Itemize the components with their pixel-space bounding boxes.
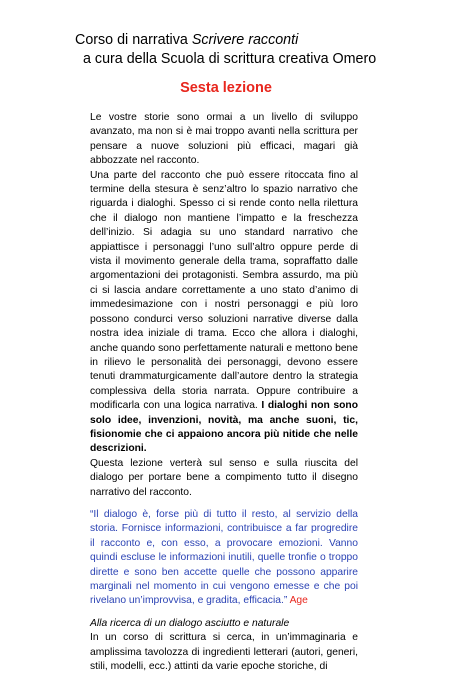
paragraph-intro: Le vostre storie sono ormai a un livello di sviluppo avanzato, ma non si è mai troppo avanti nella scrittura per pensare a nuove soluzioni più efficaci, magari già abbozzate nel racconto.: [90, 112, 358, 167]
paragraph-dialogues: [90, 169, 358, 457]
section-subheading: Alla ricerca di un dialogo asciutto e naturale: [90, 617, 290, 629]
paragraph-dialogues-bold: I dialoghi non sono solo idee, invenzioni, novità, ma anche suoni, tic, fisionomie che ci appaiono ancora più nitide che nelle descrizioni.: [90, 400, 358, 455]
course-header: [75, 31, 376, 69]
paragraph-course: In un corso di scrittura si cerca, in un’immaginaria e amplissima tavolozza di ingredienti letterari (autori, generi, stili, modelli, ecc.) attinti da varie epoche storiche, di: [90, 632, 358, 673]
lesson-title: Sesta lezione: [180, 80, 272, 96]
quote-text: “Il dialogo è, forse più di tutto il resto, al servizio della storia. Fornisce informazioni, contribuisce a far progredire il racconto e, con esso, a provocare emozioni. Vanno quindi escluse le informazioni inutili, quelle tronfie o troppo dirette e sono ben accette quelle che possono apparire marginali nel momento in cui vengono emesse e che poi rivelano un’improvvisa, e gradita, efficacia.”: [90, 508, 358, 607]
course-title-line: [75, 31, 376, 50]
course-title-italic: Scrivere racconti: [191, 32, 299, 48]
document-body: [90, 111, 358, 674]
course-subtitle-line: a cura della Scuola di scrittura creativa Omero: [83, 51, 377, 67]
paragraph-dialogues-text: Una parte del racconto che può essere ritoccata fino al termine della stesura è senz’altro lo spazio narrativo che riguarda i dialoghi. Spesso ci si rende conto nella rilettura che il dialogo non mantiene l’impatto e la freschezza dell’inizio. Si adagia su uno standard narrativo che appiattisce i personaggi l’uno sull’altro oppure perde di vista il movimento generale della trama, sopraffatto dalle argomentazioni dei protagonisti. Sembra assurdo, ma più ci si lascia andare correttamente a uno stato d’animo di immedesimazione con i nostri personaggi e più loro possono condurci verso soluzioni narrative diverse dalla nostra idea iniziale di trama. Ecco che allora i dialoghi, anche quando sono perfettamente naturali e mettono bene in rilievo le personalità dei personaggi, devono essere tenuti drammaturgicamente dall’autore dentro la strategia complessiva della storia narrata. Oppure contribuire a modificarla con una logica narrativa.: [90, 169, 358, 412]
course-title-prefix: Corso di narrativa: [75, 32, 192, 48]
quote-author: Age: [289, 595, 308, 607]
quote-block: [90, 508, 358, 609]
paragraph-lesson-purpose: Questa lezione verterà sul senso e sulla riuscita del dialogo per portare bene a compimento tutto il disegno narrativo del racconto.: [90, 457, 358, 498]
